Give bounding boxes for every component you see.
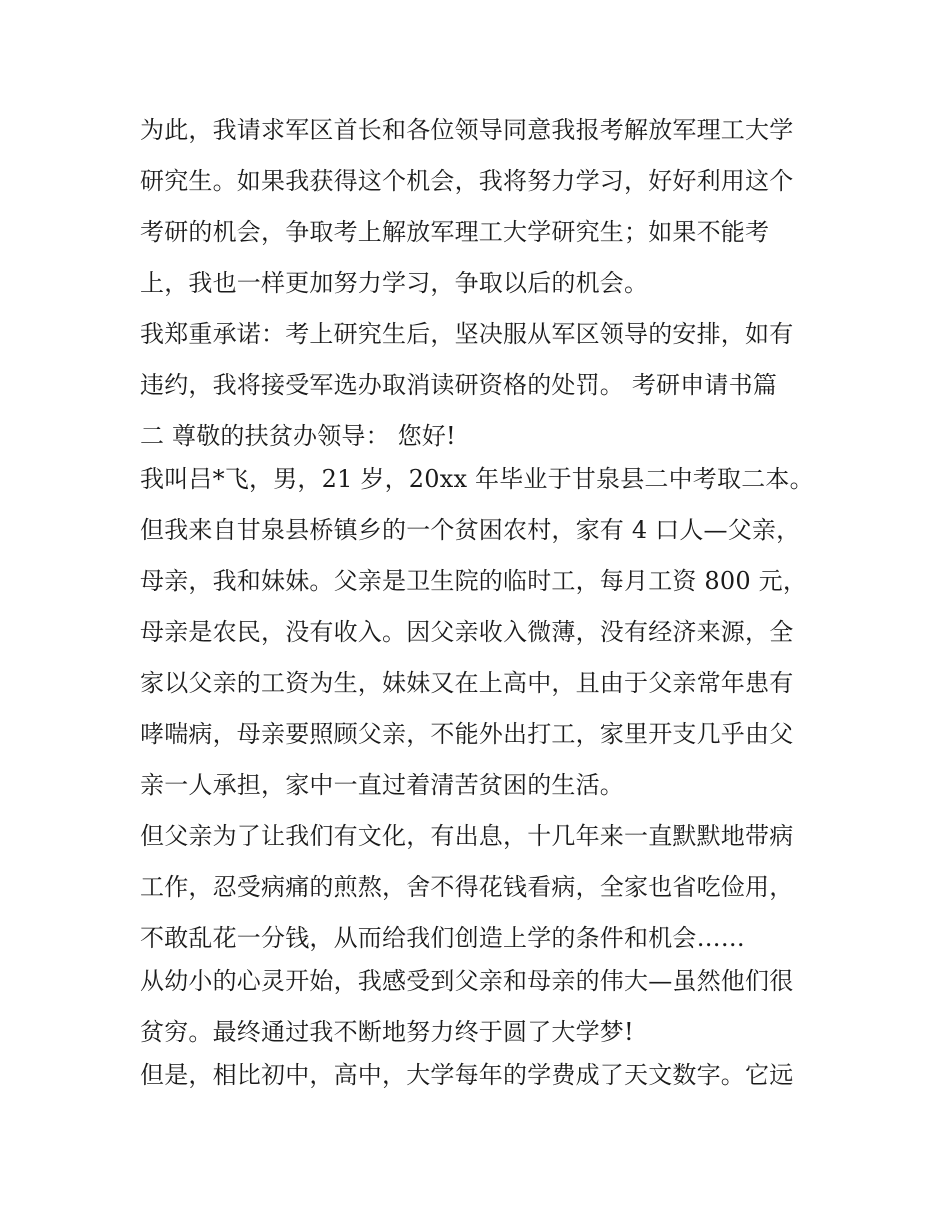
text-line: 我郑重承诺：考上研究生后，坚决服从军区领导的安排，如有: [140, 320, 794, 348]
text-line: 不敢乱花一分钱，从而给我们创造上学的条件和机会……: [140, 924, 745, 952]
text-line: 但是，相比初中，高中，大学每年的学费成了天文数字。它远: [140, 1061, 794, 1089]
document-body: [140, 108, 820, 1104]
text-line: 上，我也一样更加努力学习，争取以后的机会。: [140, 269, 649, 297]
text-line: 哮喘病，母亲要照顾父亲，不能外出打工，家里开支几乎由父: [140, 720, 794, 748]
text-line: 考研的机会，争取考上解放军理工大学研究生；如果不能考: [140, 218, 770, 246]
text-line: 为此，我请求军区首长和各位领导同意我报考解放军理工大学: [140, 116, 794, 144]
text-line: 工作，忍受病痛的煎熬，舍不得花钱看病，全家也省吃俭用，: [140, 873, 794, 901]
text-line: 我叫吕*飞，男，21 岁，20xx 年毕业于甘泉县二中考取二本。: [140, 465, 814, 493]
text-line: 从幼小的心灵开始，我感受到父亲和母亲的伟大—虽然他们很: [140, 967, 794, 995]
text-line: 母亲是农民，没有收入。因父亲收入微薄，没有经济来源，全: [140, 618, 794, 646]
text-line: 贫穷。最终通过我不断地努力终于圆了大学梦!: [140, 1018, 634, 1046]
text-line: 二 尊敬的扶贫办领导： 您好!: [140, 422, 456, 450]
text-line: 但我来自甘泉县桥镇乡的一个贫困农村，家有 4 口人—父亲，: [140, 516, 801, 544]
text-line: 母亲，我和妹妹。父亲是卫生院的临时工，每月工资 800 元，: [140, 567, 808, 595]
text-line: 家以父亲的工资为生，妹妹又在上高中，且由于父亲常年患有: [140, 669, 794, 697]
text-line: 亲一人承担，家中一直过着清苦贫困的生活。: [140, 771, 624, 799]
text-line: 违约，我将接受军选办取消读研资格的处罚。 考研申请书篇: [140, 371, 778, 399]
text-line: 但父亲为了让我们有文化，有出息，十几年来一直默默地带病: [140, 822, 794, 850]
text-line: 研究生。如果我获得这个机会，我将努力学习，好好利用这个: [140, 167, 794, 195]
